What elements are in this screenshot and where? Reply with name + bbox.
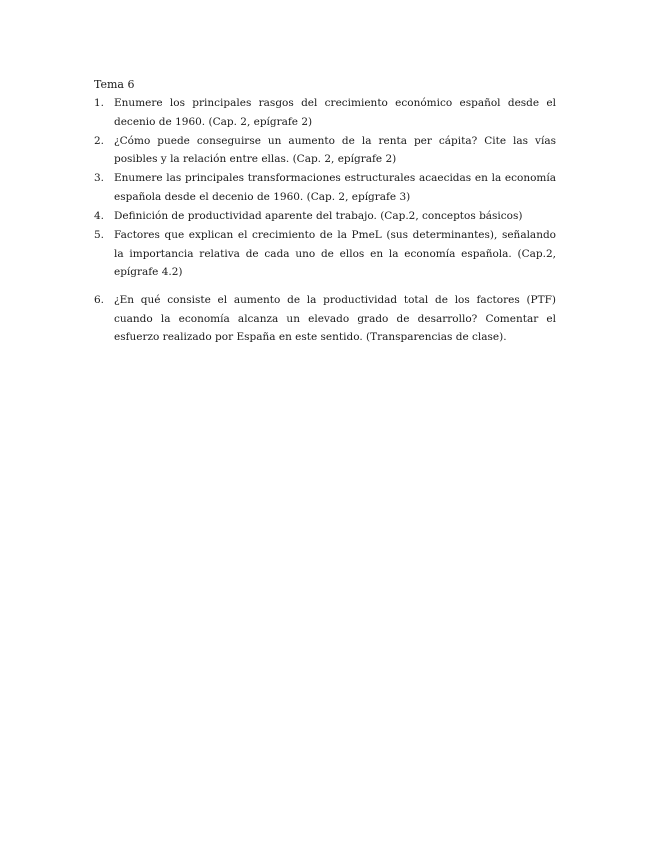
question-number: 2. (94, 134, 105, 147)
question-text: ¿En qué consiste el aumento de la productividad total de los factores (PTF) cuando la economía alcanza un elevado grado de desarrollo? Comentar el esfuerzo realizado por España en este sentido. (Transparencias de clase). (114, 293, 556, 344)
question-text: Factores que explican el crecimiento de la PmeL (sus determinantes), señalando la importancia relativa de cada uno de ellos en la economía española. (Cap.2, epígrafe 4.2) (114, 229, 556, 279)
question-item-1 (94, 94, 556, 131)
question-item-5 (94, 226, 556, 282)
question-number: 3. (94, 172, 105, 185)
question-text: Enumere las principales transformaciones estructurales acaecidas en la economía española desde el decenio de 1960. (Cap. 2, epígrafe 3) (114, 172, 556, 203)
question-text: Definición de productividad aparente del trabajo. (Cap.2, conceptos básicos) (114, 210, 523, 223)
question-text: ¿Cómo puede conseguirse un aumento de la renta per cápita? Cite las vías posibles y la relación entre ellas. (Cap. 2, epígrafe 2) (114, 134, 556, 166)
question-number: 5. (94, 229, 105, 242)
question-number: 1. (94, 97, 105, 109)
document-title: Tema 6 (94, 78, 135, 91)
question-list (94, 94, 556, 347)
question-text: Enumere los principales rasgos del crecimiento económico español desde el decenio de 1960. (Cap. 2, epígrafe 2) (114, 97, 556, 128)
question-number: 6. (94, 293, 105, 306)
question-item-2 (94, 132, 556, 169)
question-item-4 (94, 207, 556, 226)
question-item-6 (94, 291, 556, 347)
question-number: 4. (94, 210, 105, 223)
question-item-3 (94, 169, 556, 206)
